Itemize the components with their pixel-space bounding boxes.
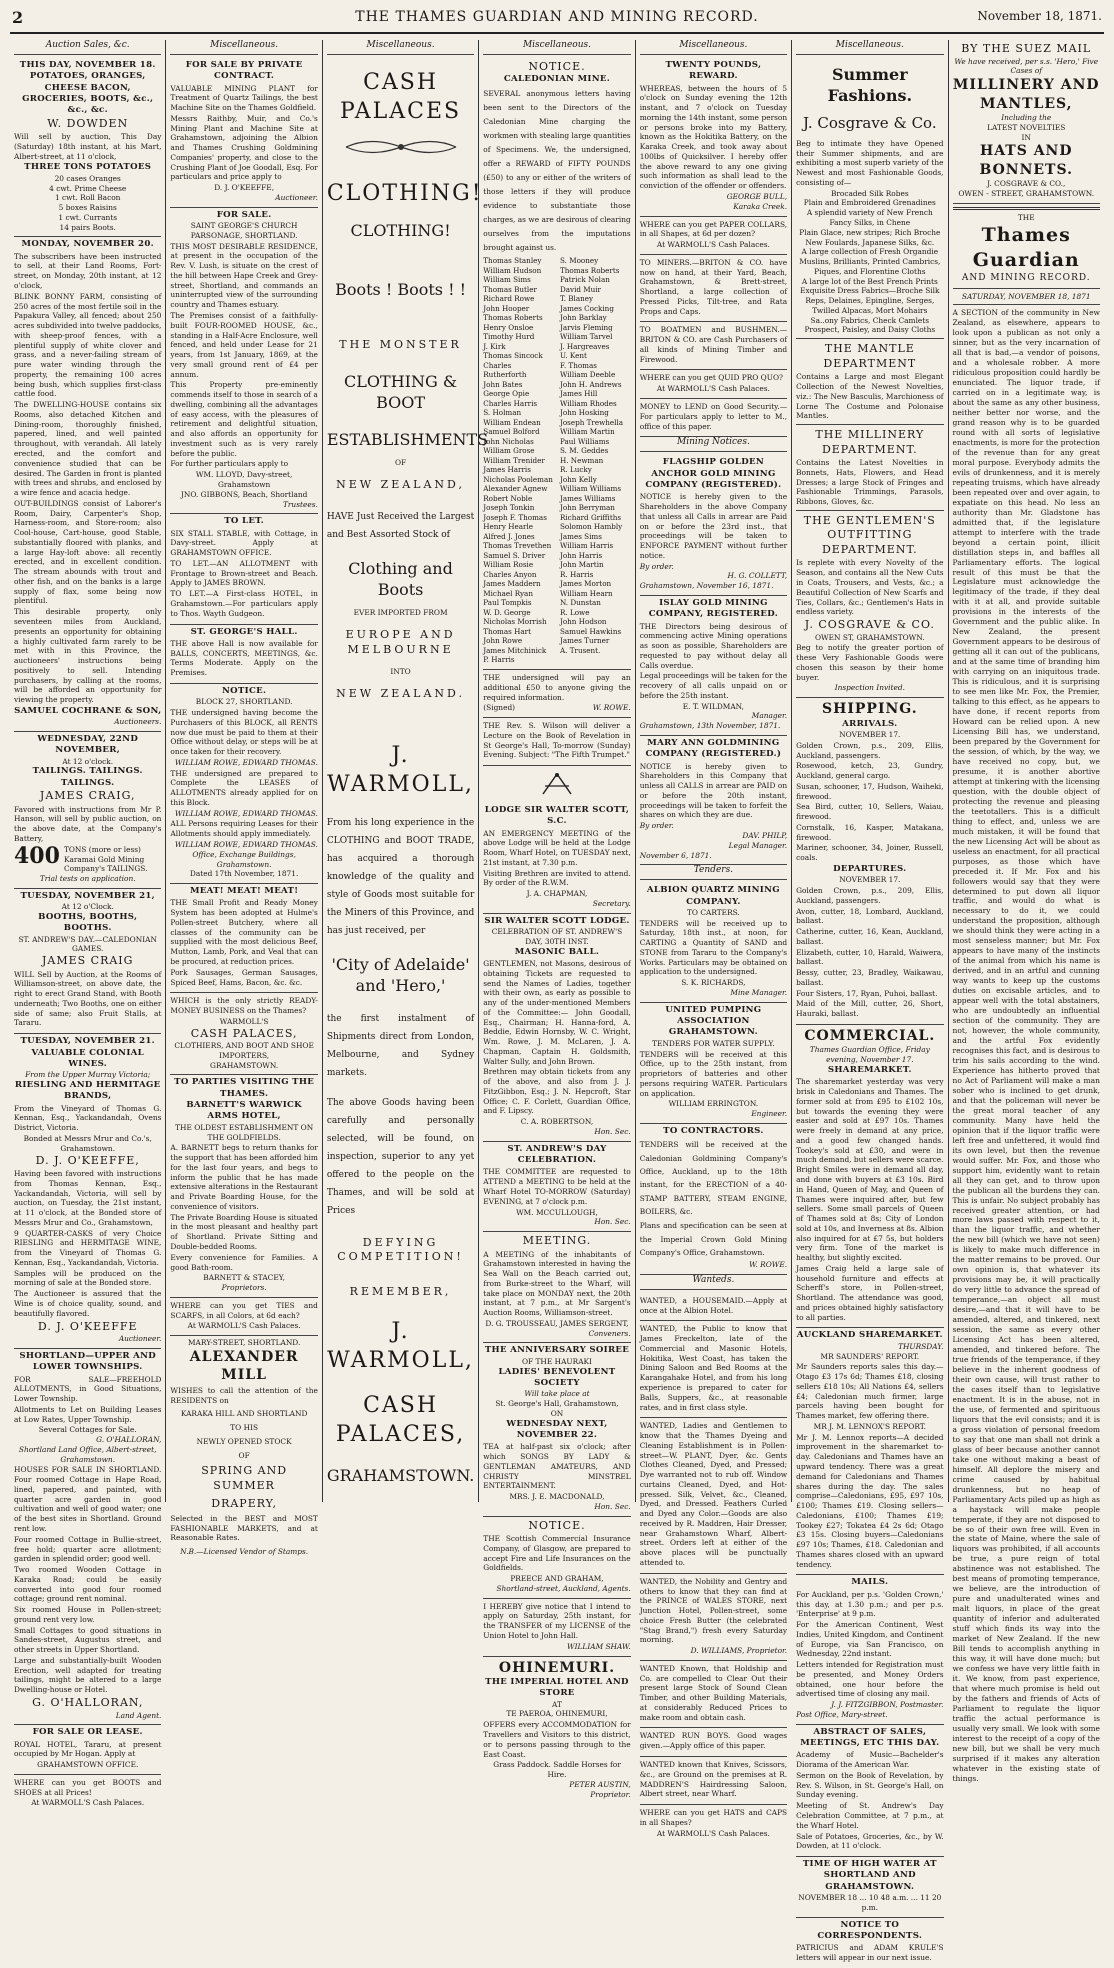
signatory-name: Charles Harris: [483, 398, 538, 408]
shipping-section: SHIPPING. ARRIVALS. NOVEMBER 17. Golden Crown, p.s., 209, Ellis, Auckland, passengers. Rosewood, ketch, 23, Gundry, Auckland, general cargo. Susan, schooner, 17, Hudson, Waiheki, firewood. Sea Bird, cutter, 10, Sellers, Waiau, firewood. Cornstalk, 16, Kasper, Matakana, firewood. Mariner, schooner, 34, Joiner, Russell, coals. DEPARTURES. NOVEMBER 17. Golden Crown, p.s., 209, Ellis, Auckland, passengers. Avon, cutter, 18, Lombard, Auckland, ballast. Catherine, cutter, 16, Kean, Auckland, ballast. Elizabeth, cutter, 10, Harald, Waiwera, ballast. Bessy, cutter, 23, Bradley, Waikawau, ballast. Four Sisters, 17, Ryan, Puhoi, ballast. Maid of the Mill, cutter, 26, Short, Hauraki, ballast.: [796, 698, 943, 1025]
column-heading: Miscellaneous.: [640, 40, 787, 55]
signatory-name: Thomas Roberts: [483, 313, 543, 323]
royal-hotel-ad: FOR SALE OR LEASE. ROYAL HOTEL, Tararu, at present occupied by Mr Hogan. Apply at GRAHAMSTOWN OFFICE.: [14, 1725, 161, 1775]
signatory-name: John H. Andrews: [559, 379, 622, 389]
high-water-section: TIME OF HIGH WATER AT SHORTLAND AND GRAHAMSTOWN. NOVEMBER 18 ... 10 48 a.m. ... 11 20 p.m.: [796, 1857, 943, 1918]
signatory-name: Paul Williams: [559, 436, 610, 446]
block27-notice: NOTICE. BLOCK 27, SHORTLAND. THE undersigned having become the Purchasers of this BLOCK, all RENTS now due must be paid to them at their Office without delay, or steps will be at once taken for their recovery. WILLIAM ROWE, EDWARD THOMAS. THE undersigned are prepared to Complete the LEASES of ALLOTMENTS already applied for on this Block. WILLIAM ROWE, EDWARD THOMAS. ALL Persons requiring Leases for their Allotments should apply immediately. WILLIAM ROWE, EDWARD THOMAS. Office, Exchange Buildings, Grahamstown. Dated 17th November, 1871.: [170, 684, 317, 884]
signatory-name: John Hooper: [483, 303, 530, 313]
alexander-mill-ad: MARY-STREET, SHORTLAND. ALEXANDER MILL WISHES to call the attention of the RESIDENTS on KARAKA HILL AND SHORTLAND TO HIS NEWLY OPENED STOCK OF SPRING AND SUMMER DRAPERY, Selected in the BEST and MOST FASHIONABLE MARKETS, and at Reasonable Rates. N.B.—Licensed Vendor of Stamps.: [170, 1338, 318, 1557]
ties-scarfs-ad: WHERE can you get TIES and SCARFS, in all Colors, at 6d each? At WARMOLL'S Cash Palaces.: [170, 1298, 317, 1336]
signatory-name: Charles Anyon: [483, 569, 537, 579]
column-auction-sales: [10, 40, 166, 1808]
signatory-name: James Mitchinick: [483, 645, 547, 655]
butter-wanted: WANTED, the Nobility and Gentry and others to know that they can find at the PRINCE of WALES STORE, next Junction Hotel, Pollen-street, some choice Fresh Butter (the celebrated "Stag Brand,") fresh every Saturday morning. D. WILLIAMS, Proprietor.: [640, 1574, 787, 1661]
signatory-name: David Muir: [559, 284, 601, 294]
signatory-name: H. Newman: [559, 455, 604, 465]
signatory-name: W. D. George: [483, 607, 531, 617]
boots-shoes-ad: WHERE can you get BOOTS and SHOES at all Prices! At WARMOLL'S Cash Palaces.: [14, 1777, 162, 1808]
signatory-name: Thomas Sincock: [483, 351, 543, 361]
insurance-notice: NOTICE. THE Scottish Commercial Insurance Company, of Glasgow, are prepared to accept Fire and Life Insurances on the Goldfields. PREECE AND GRAHAM, Shortland-street, Auckland, Agents.: [483, 1517, 630, 1599]
hats-caps-ad: WHERE can you get HATS and CAPS in all Shapes? At WARMOLL'S Cash Palaces.: [639, 1808, 788, 1838]
signatory-name: T. Blaney: [559, 294, 594, 304]
briton-miners-ad: TO MINERS.—BRITON & CO. have now on hand, at their Yard, Beach, Grahamstown, & Brett-street, Shortland, a large collection of Pressed Picks, Tilt-tree, and Rata Props and Caps.: [640, 255, 787, 323]
signatory-name: Robert Noble: [483, 493, 533, 503]
signatory-name: U. Kent: [559, 351, 587, 361]
sea-wall-meeting: MEETING. A MEETING of the inhabitants of Grahamstown interested in having the Sea Wall on the Beach carried out, from Burke-street to the Wharf, will take place on MONDAY next, the 20th instant, at 7 p.m., at Mr Sargent's Auction Rooms, Williamson-street. D. G. TROUSSEAU, JAMES SERGENT, Conveners.: [483, 1232, 630, 1343]
signatory-name: John Rowe: [483, 636, 523, 646]
signatory-name: N. Dunstan: [559, 598, 601, 608]
masonic-compass-icon: [483, 768, 630, 805]
freckelton-wanted: WANTED, the Public to know that James Freckelton, late of the Commercial and Masonic Hotels, Hokitika, West Coast, has taken the Dining Saloon and Bed Rooms at the Karangahake Hotel, and from his long experience is prepared to cater for Balls, Suppers, &c., at reasonable rates, and in first class style.: [640, 1321, 787, 1418]
signatory-name: William Harris: [559, 541, 614, 551]
signatory-name: James Morton: [559, 579, 612, 589]
signatory-name: Thomas Roberts: [559, 265, 620, 275]
signatory-name: Samuel S. Driver: [483, 550, 546, 560]
albion-tender: ALBION QUARTZ MINING COMPANY. TO CARTERS. TENDERS will be received up to Saturday, 18th inst., at noon, for CARTING a Quantity of SAND and STONE from Tararu to the Company's Works. Particulars may be obtained on application to the undersigned. S. K. RICHARDS, Mine Manager.: [640, 883, 787, 1003]
signatory-name: George Opie: [483, 389, 530, 399]
signatory-name: Samuel Bolford: [483, 427, 540, 437]
section-heading-mining: Mining Notices.: [640, 437, 787, 452]
signatory-name: John Hosking: [559, 408, 609, 418]
okeeffe-wines-ad: TUESDAY, NOVEMBER 21. VALUABLE COLONIAL WINES. From the Upper Murray Victoria; RIESLING AND HERMITAGE BRANDS, From the Vineyard of Thomas G. Kennan, Esq., Yackandandah, Ovens District, Victoria. Bonded at Messrs Mrur and Co.'s, Grahamstown. D. J. O'KEEFFE, Having been favored with instructions from Thomas Kennan, Esq., Yackandandah, Victoria, will sell by auction, on Tuesday, the 21st instant, at 11 o'clock, at the Bonded store of Messrs Mrur and Co., Grahamstown, 9 QUARTER-CASKS of very Choice RIESLING and HERMITAGE WINE, from the Vineyard of Thomas G. Kennan, Esq., Yackandandah, Victoria. Samples will be produced on the morning of sale at the Bonded store. The Auctioneer is assured that the Wine is of choice quality, sound, and beautifully flavored. D. J. O'KEEFFE Auctioneer.: [14, 1034, 161, 1349]
signatory-name: S. Holman: [483, 408, 522, 418]
signatory-name: A. Trusent.: [559, 645, 601, 655]
signatory-name: William Tarvel: [559, 332, 613, 342]
signatory-name: William Trenider: [483, 455, 545, 465]
signatory-name: William Rosie: [483, 560, 534, 570]
signatory-name: R. Harris: [559, 569, 594, 579]
briton-bushmen-ad: TO BOATMEN and BUSHMEN.—BRITON & CO. are Cash Purchasers of all kinds of Mining Timber and Firewood.: [640, 322, 787, 370]
housemaid-wanted: WANTED, a HOUSEMAID.—Apply at once at the Albion Hotel.: [640, 1293, 787, 1322]
signatory-name: William Deeble: [559, 370, 616, 380]
column-heading: Miscellaneous.: [483, 40, 630, 55]
signatory-name: William Endean: [483, 417, 541, 427]
signatories-list: [483, 256, 630, 665]
signatory-name: William Grose: [483, 446, 535, 456]
signatory-name: R. Lucky: [559, 465, 592, 475]
signatory-name: James Hill: [559, 389, 598, 399]
signatory-name: William Hearn: [559, 588, 613, 598]
signatory-name: Thomas Hart: [483, 626, 531, 636]
signatory-name: James Turner: [559, 636, 610, 646]
signatory-name: Richard Rowe: [483, 294, 535, 304]
section-heading-wanteds: Wanteds.: [640, 1275, 787, 1290]
abstract-section: ABSTRACT OF SALES, MEETINGS, ETC THIS DAY. Academy of Music—Bachelder's Diorama of the American War. Sermon on the Book of Revelation, by Rev. S. Wilson, in St. George's Hall, on Sunday evening. Meeting of St. Andrew's Day Celebration Committee, at 7 p.m., at the Wharf Hotel. Sale of Potatoes, Groceries, &c., by W. Dowden, at 11 o'clock.: [796, 1725, 943, 1857]
cosgrave-fashions-ad: Summer Fashions. J. Cosgrave & Co. Beg to intimate they have Opened their Summer shipments, and are exhibiting a most superb variety of the Newest and most Fashionable Goods, consisting of— Brocaded Silk Robes Plain and Embroidered Grenadines A splendid variety of New French Fancy Silks, in Chene Plain Glace, new stripes; Rich Broche New Foulards, Japanese Silks, &c. A large collection of Fresh Organdie Muslins, Brilliants, Printed Cambrics, Piques, and Florentine Cloths A large lot of the Best French Prints Exquisite Dress Fabrics—Broche Silk Reps, Delaines, Epingline, Serges, Twilled Alpacas, Mort Mohairs Sa..ony Fabrics, Check Camlets Prospect, Paisley, and Daisy Cloths THE MANTLE DEPARTMENT Contains a Large and most Elegant Collection of the Newest Novelties, viz.: The New Basculis, Marchioness of Lorne The Costume and Polonaise Mantles. THE MILLINERY DEPARTMENT. Contains the Latest Novelties in Bonnets, Hats, Flowers, and Head Dresses; a large Stock of Fringes and Fashionable Trimmings, Parasols, Ribbons, Gloves, &c. THE GENTLEMEN'S OUTFITTING DEPARTMENT. Is replete with every Novelty of the Season, and contains all the New Cuts in Coats, Trousers, and Vests, &c.; a Beautiful Collection of New Scarfs and Ties, Collars, &c.; Gentlemen's Hats in endless variety. J. COSGRAVE & CO. OWEN ST, GRAHAMSTOWN. Beg to notify the greater portion of these Very Fashionable Goods were chosen this season by their home buyer. Inspection Invited.: [796, 58, 943, 698]
signatory-name: S. M. Geddes: [559, 446, 609, 456]
quid-pro-quo-ad: WHERE can you get QUID PRO QUO? At WARMOLL'S Cash Palaces.: [640, 370, 787, 399]
signatory-name: Henry Onsloe: [483, 322, 534, 332]
craig-booths-ad: TUESDAY, NOVEMBER 21, At 12 o'Clock. BOOTHS, BOOTHS, BOOTHS. ST. ANDREW'S DAY.—CALEDONIAN GAMES. JAMES CRAIG WILL Sell by Auction, at the Rooms of Williamson-street, on above date, the right to erect Grand Stand, with Booth underneath; Two Booths, one on either side of same; also Fruit Stalls, at Tararu.: [14, 889, 161, 1034]
column-heading: Auction Sales, &c.: [14, 40, 161, 55]
mails-section: MAILS. For Auckland, per p.s. 'Golden Crown,' this day, at 1.30 p.m.; and per p.s. 'Enterprise' at 9 p.m. For the American Continent, West Indies, United Kingdom, and Continent of Europe, via San Francisco, on Wednesday, 22nd instant. Letters intended for Registration must be presented, and Money Orders obtained, one hour before the advertised time of closing any mail. J. J. FITZGIBBON, Postmaster. Post Office, Mary-street.: [796, 1575, 943, 1724]
signatory-name: Samuel Hawkins: [559, 626, 622, 636]
caledonian-notice: NOTICE. CALEDONIAN MINE. SEVERAL anonymous letters having been sent to the Directors of the Caledonian Mine charging the workmen with stealing large quantities of Specimens. We, the undersigned, offer a REWARD of FIFTY POUNDS (£50) to any or either of the writers of those letters if they will produce evidence to substantiate those charges, as we are desirous of clearing ourselves from the imputations brought against us. Thomas Stanley William Hudson William Sims Thomas Butler Richard Rowe John Hooper Thomas Roberts Henry Onsloe Timothy Hurd J. Kirk Thomas Sincock Charles Rutherforth John Bates George Opie Charles Harris S. Holman William Endean Samuel Bolford John Nicholas William Grose William Trenider James Harris Nicholas Pooleman Alexander Agnew Robert Noble Joseph Tonkin Joseph F. Thomas Henry Hearle Alfred J. Jones Thomas Trevethen Samuel S. Driver William Rosie Charles Anyon James Maddern Michael Ryan Paul Tompkis W. D. George Nicholas Morrish Thomas Hart John Rowe James Mitchinick P. Harris S. Mooney Thomas Roberts Patrick Nolan David Muir T. Blaney James Cocking John Barklay Jarvis Fleming William Tarvel J. Hargreaves U. Kent F. Thomas William Deeble John H. Andrews James Hill William Rhodes John Hosking Joseph Trewhella William Martin Paul Williams S. M. Geddes H. Newman R. Lucky John Kelly William Williams James Williams John Berryman Richard Griffiths Solomon Hambly James Sims William Harris John Harris John Martin R. Harris James Morton William Hearn N. Dunstan R. Lowe John Hodson Samuel Hawkins James Turner A. Trusent.: [483, 58, 630, 670]
ohinemuri-hotel-ad: OHINEMURI. THE IMPERIAL HOTEL AND STORE AT TE PAEROA, OHINEMURI, OFFERS every ACCOMMODATION for Travellers and Visitors to this district, or to persons passing through to the East Coast. Grass Paddock. Saddle Horses for Hire. PETER AUSTIN, Proprietor.: [483, 1659, 631, 1799]
dyeing-wanted: WANTED, Ladies and Gentlemen to know that the Thames Dyeing and Cleaning Establishment is in Pollen-street—W. PLANT, Dyer, &c. Gents Clothes Cleaned, Dyed, and Pressed; Dye warranted not to rub off. Window curtains Cleaned, Dyed, and Hot-pressed. Silk, Velvet, &c., Cleaned, Dyed, and Dressed. Feathers Curled and Dyed any Color.—Goods are also received by R. Maddren, Hair Dresser, near Grahamstown Wharf, Albert-street. Orders left at either of the above places will be punctually attended to.: [640, 1418, 787, 1573]
money-lend-ad: MONEY to LEND on Good Security.—For particulars apply to letter to M., office of this paper.: [640, 399, 787, 437]
signatory-name: John Berryman: [559, 503, 615, 513]
pumping-tender: UNITED PUMPING ASSOCIATION GRAHAMSTOWN. TENDERS FOR WATER SUPPLY. TENDERS will be received at this Office, up to the 25th instant, from proprietors of batteries and other persons requiring WATER. Particulars on application. WILLIAM ERRINGTON. Engineer.: [640, 1003, 787, 1124]
paper-title: THE THAMES GUARDIAN AND MINING RECORD.: [355, 9, 759, 25]
signatory-name: Patrick Nolan: [559, 275, 610, 285]
mining-plant-ad: FOR SALE BY PRIVATE CONTRACT. VALUABLE MINING PLANT for Treatment of Quartz Tailings, the best Machine Site on the Thames Goldfield. Messrs Raithby, Muir, and Co.'s Mining Plant and Machine Site at Grahamstown, adjoining the Albion and Thames Crushing Goldmining Companies' property, and close to the Crushing Plant of Joe Goodall, Esq. For particulars and price apply to D. J. O'KEEFFE, Auctioneer.: [170, 58, 317, 208]
signatory-name: Michael Ryan: [483, 588, 533, 598]
column-heading: Miscellaneous.: [327, 40, 474, 55]
contractors-tender: TO CONTRACTORS. TENDERS will be received at the Caledonian Goldmining Company's Office, Auckland, up to the 18th instant, for the ERECTION of a 40-STAMP BATTERY, STEAM ENGINE, BOILERS, &c. Plans and specification can be seen at the Imperial Crown Gold Mining Company's Office, Grahamstown. W. ROWE.: [640, 1124, 787, 1275]
signatory-name: P. Harris: [483, 655, 515, 665]
masonic-ball-notice: SIR WALTER SCOTT LODGE. CELEBRATION OF ST. ANDREW'S DAY, 30TH INST. MASONIC BALL. GENTLEMEN, not Masons, desirous of obtaining Tickets are requested to send the Names of Ladies, together with their own, as early as possible to any of the under-mentioned Members of the Committee:— John Goodall, Esq., Chairman; H. Hanna-ford, A. Beddie, Edwin Hornsby, W. C. Wright, Wm. Rowe, J. M. McLaren, J. A. Chapman, Captain H. Goldsmith, Walter Sully, and John Brown. Brethren may obtain tickets from any of the above, and also from J. J. FitzGibbon, Esq.; J. N. Hepcroft, Star Office; C. F. Corlett, Guardian Office, and F. Lipscy. C. A. ROBERTSON, Hon. Sec.: [483, 914, 630, 1142]
st-andrews-notice: ST. ANDREW'S DAY CELEBRATION. THE COMMITTEE are requested to ATTEND a MEETING to be held at the Wharf Hotel TO-MORROW (Saturday) EVENING, at 7 o'clock p.m. WM. MCCULLOUGH, Hon. Sec.: [483, 1142, 630, 1232]
column-heading: Miscellaneous.: [796, 40, 943, 55]
signatory-name: John Barklay: [559, 313, 607, 323]
warmoll-name: J. WARMOLL,: [327, 743, 474, 798]
suez-mail-ad: BY THE SUEZ MAIL We have received, per s.s. 'Hero,' Five Cases of MILLINERY AND MANTLES, Including the LATEST NOVELTIES IN HATS AND BONNETS. J. COSGRAVE & CO., OWEN - STREET, GRAHAMSTOWN.: [953, 40, 1100, 204]
st-georges-hall-ad: ST. GEORGE'S HALL. THE above Hall is now available for BALLS, CONCERTS, MEETINGS, &c. Terms Moderate. Apply on the Premises.: [170, 625, 317, 684]
knives-wanted: WANTED known that Knives, Scissors, &c., are Ground on the premises at R. MADDREN'S Hairdressing Saloon, Albert street, near Wharf.: [640, 1757, 787, 1805]
cochrane-farm-ad: MONDAY, NOVEMBER 20. The subscribers have been instructed to sell, at their Land Rooms, Fort-street, on Monday, 20th instant, at 12 o'clock, BLINK BONNY FARM, consisting of 250 acres of the most fertile soil in the Papakura Valley, all fenced; about 250 acres subdivided into twelve paddocks, with sheep-proof fences, with a plentiful supply of white clover and grass, and a never-failing stream of pure water winding through the property, the remaining 100 acres being bush, which supplies first-class cattle food. The DWELLING-HOUSE contains six Rooms, also detached Kitchen and Dining-room, thoroughly finished, papered, lined, and well painted throughout, with verandah. All lately erected, and the comfort and convenience studied that can be desired. The Garden in front is planted with trees and shrubs, and enclosed by a wire fence and acacia hedge. OUT-BUILDINGS consist of Laborer's Room, Dairy, Carpenter's Shop, Harness-room, and Store-room; also Cool-house, Cart-house, good Stable, substantially floored with planks, and a large Hay-loft above: all recently erected, and in excellent condition. The stream abounds with trout and other fish, and on the banks is a large supply of flax, some being now plentiful. This desirable property, only seventeen miles from Auckland, presents an opportunity for obtaining a highly cultivated farm rarely to be met with in this Province, the auctioneers' instructions being positively to sell. Intending purchasers, by calling at the rooms, will be afforded an opportunity for viewing the property. SAMUEL COCHRANE & SON, Auctioneers.: [14, 237, 161, 732]
signatory-name: S. Mooney: [559, 256, 599, 266]
meat-ad: MEAT! MEAT! MEAT! THE Small Profit and Ready Money System has been adopted at Hulme's Pollen-street Butchery, where all classes of the community can be supplied with the most delicious Beef, Mutton, Lamb, Pork, and Veal that can be procured, at reduction prices. Pork Sausages, German Sausages, Spiced Beef, Hams, Bacon, &c. &c.: [170, 884, 317, 993]
to-let-ad: TO LET. SIX STALL STABLE, with Cottage, in Davy-street. Apply at GRAHAMSTOWN OFFICE. TO LET.—AN ALLOTMENT with Frontage to Brown-street and Beach. Apply to JAMES BROWN. TO LET.—A First-class HOTEL, in Grahamstown.—For particulars apply to Thos. Wayth Gudgeon.: [170, 514, 317, 624]
ornament-icon: [327, 130, 474, 169]
masthead: [10, 6, 1104, 34]
column-heading: Miscellaneous.: [170, 40, 317, 55]
signatory-name: Thomas Stanley: [483, 256, 542, 266]
signatory-name: John Harris: [559, 550, 603, 560]
rowe-reward: THE undersigned will pay an additional £50 to anyone giving the required information. (Signed) W. ROWE.: [483, 670, 630, 718]
signatory-name: Henry Hearle: [483, 522, 533, 532]
signatory-name: William Sims: [483, 275, 531, 285]
signatory-name: Joseph Trewhella: [559, 417, 624, 427]
column-miscellaneous-2: [166, 40, 322, 1557]
signatory-name: Richard Griffiths: [559, 512, 622, 522]
signatory-name: Nicholas Pooleman: [483, 474, 553, 484]
signatory-name: William Martin: [559, 427, 615, 437]
column-fashions-shipping-commercial: [792, 40, 948, 1963]
column-notices: [479, 40, 635, 1799]
parsonage-ad: FOR SALE. SAINT GEORGE'S CHURCH PARSONAGE, SHORTLAND. THIS MOST DESIRABLE RESIDENCE, at present in the occupation of the Rev. V. Lush, is situate on the crest of the hill between Hape Creek and Grey-street, Shortland, and commands an uninterrupted view of the surrounding country and Thames estuary. The Premises consist of a faithfully-built FOUR-ROOMED HOUSE, &c., standing in a Half-Acre Enclosure, well fenced, and held under Lease for 21 years, from 1st January, 1869, at the very small ground rent of £4 per annum. This Property pre-eminently commends itself to those in search of a dwelling, combining all the advantages of easy access, with the pleasures of retirement and delightful situation, and also affords an opportunity for investment such as is very rarely before the public. For further particulars apply to WM. LLOYD, Davy-street, Grahamstown JNO. GIBBONS, Beach, Shortland Trustees.: [170, 208, 317, 515]
holdship-wanted: WANTED Known, that Holdship and Co. are compelled to Clear Out their present large Stock of Sound Clean Timber, and other Building Materials, at considerably Reduced Prices to make room and obtain cash.: [640, 1661, 787, 1729]
editorial-article: A SECTION of the community in New Zealand, as elsewhere, appears to look upon a publican as not only a sinner, but as the very incarnation of all that is bad,—a vendor of poisons, and a wholesale robber. A more ridiculous proposition could hardly be enunciated. The liquor trade, if carried on in a legitimate way, is about the same as any other business, neither better nor worse, and the grand reason why is to be guarded round with all sorts of legislative enactments, is more for the protection of the revenue than for any great moral purpose. Everybody admits the evils of drunkenness, and it is merely repeating truisms, which have already been repeated over and over again, to expatiate on this head. No less an authority than Mr. Gladstone has admitted that, if the legislature attempt to interfere with the trade beyond a certain point, illicit distillation steps in, and baffles all Parliamentary efforts. The logical result of this must be that the Legislature must acknowledge the legitimacy of the trade, if they deal with it at all, and provide suitable provisions in the interests of the Government and the public alike. In New Zealand, the present Government appears to be desirous of getting all it can out of the publicans, and at the same time of branding him with carrying on an iniquitous trade. This is ridiculous, and it is surprising to see men like Mr. Fox, the Premier, talking to this effect, as he appears to have done, if recent reports from Howard can be relied upon. A new Licensing Bill has, we understand, been prepared by the Government for the session, of which, by the way, we have received no copy, but, we presume, it is another abortive attempt at tinkering with the licensing question, with the double object of protecting the revenue and pleasing the teetotallers. This is a difficult thing to effect, and, unless we are much mistaken, it will be found that the new Licensing Act will be about as useless an enactment, for all practical purposes, as those which have preceded it. If Mr. Fox and his followers would say that they were determined to put down all liquor traffic, and would do what is necessary to do it, we could understand the proposition, although we should think they were acting in a most senseless manner; but Mr. Fox appears to have many of the instincts of the animal from which his name is derived, and in an artful and cunning way wants to keep up the customs duties on excisable articles, and to appear well with the total abstainers, who are undoubtedly an influential section of the community. They are not, however, the whole community, and the artful Fox evidently recognises this fact, and is desirous to trim his sails according to the wind. Experience has hitherto proved that no Act of Parliament will make a man sober who is inclined to get drunk, and that the policeman will never be the great moral teacher of any community. Many have held the opinion that if the liquor traffic were left free and unfettered, it would find its own level, but then the revenue would suffer. Mr. Fox, and those who support him, evidently want to retain all they can get, and to throw upon the publican all the burdens they can. This is unfair. No subject probably has received greater attention, or had more laws passed with respect to it, than the liquor traffic, and whether the new bill (which we have not seen) is likely to make much difference in the matter remains to be proved. Our own opinion is, that whatever its provisions may be, it will practically do very little to advance the spread of temperance,—an object all must desire,—and that it will have to be amended, altered, and tinkered, next session, the same as every other Licensing Act has been altered, amended, and tinkered before. The true friends of the temperance, if they believe in the inherent goodness of their own cause, will trust rather to the cases itself than to legislative enactment. It is in the abuse, not in the use, of fermented and spirituous liquors that the evil consists; and it is a gross violation of personal freedom to say that one man shall not drink a glass of beer because another cannot take one without making a beast of himself. All deplore the misery and crime caused by habitual drunkenness, but no heap of Parliamentary Acts piled up as high as a haystack will make people temperate, if they are not disposed to be so of their own free will. Even in the state of Maine, where the sale of liquors was prohibited, if all accounts be true, a pure reign of total abstinence was not established. The best means of promoting temperance, we believe, are the introduction of pure and unadulterated wines and malt liquors, in place of the great quantity of inferior and adulterated stuff which finds its way into the market of New Zealand. If the new Bill tends to accomplish anything in this way, it will have done much; but we confess we have very little faith in it. We know, from past experience, that where much promise is held out by the fathers and friends of Acts of Parliament to regulate the liquor traffic the actual performance is usually very small. We look with some interest to the receipt of a copy of the new bill, but we shall be very much surprised if it makes any alteration whatever in the existing state of things.: [952, 308, 1100, 1783]
cash-palaces-heading: CASH PALACES: [339, 69, 462, 124]
signatory-name: James Maddern: [483, 579, 541, 589]
clothing-heading: CLOTHING!: [326, 180, 483, 206]
signatory-name: J. Hargreaves: [559, 341, 610, 351]
commercial-section: COMMERCIAL. Thames Guardian Office, Friday evening, November 17. SHAREMARKET. The sharemarket yesterday was very brisk in Caledonians and Thames. The former sold at from £95 to £102 10s, but towards the evening they were easier and sold at £97 10s. Thames were freely in demand at any price, and a good few changed hands. Tookey's sold at £30, and were in much demand, but sellers were scarce. Bright Smiles were in demand all day, and done with buyers at £3 10s. Bird in Hand, Queen of May, and Queen of Thames were inquired after, but few sellers. Some small parcels of Queen of Thames sold at 8s; City of London sold at 10s, and Inverness at 8s. Albion also inquired for at £7 5s, but holders very firm. Tone of the market is healthy, but slightly excited. James Craig held a large sale of household furniture and effects at Scherff's store, in Pollen-street, Shortland. The attendance was good, and prices obtained highly satisfactory to all parties.: [796, 1025, 943, 1328]
signatory-name: James Harris: [483, 465, 531, 475]
issue-date: November 18, 1871.: [977, 9, 1102, 23]
signatory-name: John Martin: [559, 560, 604, 570]
signatory-name: J. Kirk: [483, 341, 506, 351]
column-mining-tenders-wanteds: [636, 40, 792, 1838]
barnett-hotel-ad: TO PARTIES VISITING THE THAMES. BARNETT'S WARWICK ARMS HOTEL, THE OLDEST ESTABLISHMENT ON THE GOLDFIELDS. A. BARNETT begs to return thanks for the support that has been afforded him for the last four years, and begs to inform the public that he has made extensive alterations in the Restaurant and Private Boarding House, for the convenience of visitors. The Private Boarding House is situated in the most pleasant and healthy part of Shortland. Private Sitting and Double-bedded Rooms. Every convenience for Families. A good Bath-room. BARNETT & STACEY, Proprietors.: [170, 1075, 317, 1297]
signatory-name: Solomon Hambly: [559, 522, 623, 532]
signatory-name: William Rhodes: [559, 398, 617, 408]
signatory-name: William Hudson: [483, 265, 542, 275]
signatory-name: John Hodson: [559, 617, 607, 627]
craig-tailings-ad: WEDNESDAY, 22ND NOVEMBER, At 12 o'clock. TAILINGS. TAILINGS. TAILINGS. JAMES CRAIG, Favored with instructions from Mr P. Hanson, will sell by public auction, on the above date, at the Company's Battery, 400 TONS (more or less) Karamai Gold Mining Company's TAILINGS. Trial tests on application.: [14, 732, 161, 889]
column-warmoll-ad: Miscellaneous. CASH PALACES CLOTHING! CLOTHING! Boots ! Boots ! ! THE MONSTER CLOTHING & BOOT ESTABLISHMENTS OF NEW ZEALAND, HAVE Just Received the Largest and Best Assorted Stock of Clothing and Boots EVER IMPORTED FROM EUROPE AND MELBOURNE INTO NEW ZEALAND. J. WARMOLL, From his long experience in the CLOTHING and BOOT TRADE, has acquired a thorough knowledge of the quality and style of Goods most suitable for the Miners of this Province, and has just received, per 'City of Adelaide' and 'Hero,' the first instalment of Shipments direct from London, Melbourne, and Sydney markets. The above Goods having been carefully and personally selected, will be found, on inspection, superior to any yet offered to the people on the Thames, and will be sold at Prices DEFYING COMPETITION! REMEMBER, J. WARMOLL, CASH PALACES, GRAHAMSTOWN.: [323, 40, 479, 1502]
signatory-name: F. Thomas: [559, 360, 597, 370]
auckland-sharemarket: AUCKLAND SHAREMARKET. THURSDAY. MR SAUNDERS' REPORT. Mr Saunders reports sales this day.—Otago £3 17s 6d; Thames £18, closing sellers £18 10s; All Nations £4, sellers £4; Caledonian much firmer, large parcels having been bought for Thames market, few offering there. MR J. M. LENNOX'S REPORT. Mr J. M. Lennox reports—A decided improvement in the sharemarket to-day. Caledonians and Thames have an upward tendency. There was a great demand for Caledonians and Thames shares during the day. The sales comprise—Caledonians, £95, £97 10s, £100; Thames £19. Closing sellers—Caledonians, £100; Thames £19; Tookey £27; Tokatea £4 2s 6d; Otago £3 15s. Closing buyers—Caledonians £97 10s; Thames, £18. Caledonian and Thames shares closed with an upward tendency.: [796, 1328, 943, 1575]
signatory-name: John Bates: [483, 379, 523, 389]
warmoll-ready-money-ad: WHICH is the only strictly READY-MONEY BUSINESS on the Thames? WARMOLL'S CASH PALACES, CLOTHIERS, AND BOOT AND SHOE IMPORTERS, GRAHAMSTOWN.: [170, 993, 317, 1075]
signatory-name: John Nicholas: [483, 436, 534, 446]
soiree-notice: THE ANNIVERSARY SOIREE OF THE HAURAKI LADIES' BENEVOLENT SOCIETY Will take place at St. George's Hall, Grahamstown, ON WEDNESDAY NEXT, NOVEMBER 22. TEA at half-past six o'clock; after which SONGS BY LADY & GENTLEMAN AMATEURS, AND CHRISTY MINSTREL ENTERTAINMENT. MRS. J. E. MACDONALD, Hon. Sec.: [483, 1343, 630, 1516]
remember-label: REMEMBER,: [349, 1284, 452, 1298]
signatory-name: Thomas Butler: [483, 284, 537, 294]
column-editorial: BY THE SUEZ MAIL We have received, per s.s. 'Hero,' Five Cases of MILLINERY AND MANTLES, Including the LATEST NOVELTIES IN HATS AND BONNETS. J. COSGRAVE & CO., OWEN - STREET, GRAHAMSTOWN. THE Thames Guardian AND MINING RECORD. SATURDAY, NOVEMBER 18, 1871 A SECTION of the community in New Zealand, as elsewhere, appears to look upon a publican as not only a sinner, but as the very incarnation of all that is bad,—a vendor of poisons, and a wholesale robber. A more ridiculous proposition could hardly be enunciated. The liquor trade, if carried on in a legitimate way, is about the same as any other business, neither better nor worse, and the grand reason why is to be guarded round with all sorts of legislative enactments, is more for the protection of the revenue than for any great moral purpose. Everybody admits the evils of drunkenness, and it is merely repeating truisms, which have already been repeated over and over again, to expatiate on this head. No less an authority than Mr. Gladstone has admitted that, if the legislature attempt to interfere with the trade beyond a certain point, illicit distillation steps in, and baffles all Parliamentary efforts. The logical result of this must be that the Legislature must acknowledge the legitimacy of the trade, if they deal with it at all, and provide suitable provisions in the interests of the Government and the public alike. In New Zealand, the present Government appears to be desirous of getting all it can out of the publicans, and at the same time of branding him with carrying on an iniquitous trade. This is ridiculous, and it is surprising to see men like Mr. Fox, the Premier, talking to this effect, as he appears to have done, if recent reports from Howard can be relied upon. A new Licensing Bill has, we understand, been prepared by the Government for the session, of which, by the way, we have received no copy, but, we presume, it is another abortive attempt at tinkering with the licensing question, with the double object of protecting the revenue and pleasing the teetotallers. This is a difficult thing to effect, and, unless we are much mistaken, it will be found that the new Licensing Act will be about as useless an enactment, for all practical purposes, as those which have preceded it. If Mr. Fox and his followers would say that they were determined to put down all liquor traffic, and would do what is necessary to do it, we could understand the proposition, although we should think they were acting in a most senseless manner; but Mr. Fox appears to have many of the instincts of the animal from which his name is derived, and in an artful and cunning way wants to keep up the customs duties on excisable articles, and to appear well with the total abstainers, who are undoubtedly an influential section of the community. They are not, however, the whole community, and the artful Fox evidently recognises this fact, and is desirous to trim his sails according to the wind. Experience has hitherto proved that no Act of Parliament will make a man sober who is inclined to get drunk, and that the policeman will never be the great moral teacher of any community. Many have held the opinion that if the liquor traffic were left free and unfettered, it would find its own level, but then the revenue would suffer. Mr. Fox, and those who support him, evidently want to retain all they can get, and to throw upon the publican all the burdens they can. This is unfair. No subject probably has received greater attention, or had more laws passed with respect to it, than the liquor traffic, and whether the new bill (which we have not seen) is likely to make much difference in the matter remains to be proved. Our own opinion is, that whatever its provisions may be, it will practically do very little to advance the spread of temperance,—an object all must desire,—and that it will have to be amended, altered, and tinkered, next session, the same as every other Licensing Act has been altered, amended, and tinkered before. The true friends of the temperance, if they believe in the inherent goodness of their own cause, will trust rather to the cases itself than to legislative enactment. It is in the abuse, not in the use, of fermented and spirituous liquors that the evil consists; and it is a gross violation of personal freedom to say that one man shall not drink a glass of beer because another cannot take one without making a beast of himself. All deplore the misery and crime caused by habitual drunkenness, but no heap of Parliamentary Acts piled up as high as a haystack will make people temperate, if they are not disposed to be so of their own free will. Even in the state of Maine, where the sale of liquors was prohibited, if all accounts be true, a pure reign of total abstinence was not established. The best means of promoting temperance, we believe, are the introduction of pure and unadulterated wines and malt liquors, in place of the great quantity of inferior and adulterated stuff which finds its way into the market of New Zealand. If the new Bill tends to accomplish anything in this way, it will have done much; but we confess we have very little faith in it. We know, from past experience, that where much promise is held out by the fathers and friends of Acts of Parliament to regulate the liquor traffic the actual performance is usually very small. We look with some interest to the receipt of a copy of the new bill, but we shall be very much surprised if it makes any alteration whatever in the existing state of things.: [952, 42, 1100, 1783]
signatory-name: Joseph Tonkin: [483, 503, 535, 513]
signatory-name: James Cocking: [559, 303, 614, 313]
mary-ann-notice: MARY ANN GOLDMINING COMPANY (REGISTERED.) NOTICE is hereby given to Shareholders in this Company that unless all CALLS in arrear are PAID on or before the 20th instant, proceedings will be taken to forfeit the shares on which they are due. By order. DAV. PHILP, Legal Manager. November 6, 1871.: [640, 736, 787, 865]
islay-notice: ISLAY GOLD MINING COMPANY, REGISTERED. THE Directors being desirous of commencing active Mining operations as soon as possible, Shareholders are requested to pay without delay all Calls overdue. Legal proceedings will be taken for the recovery of all calls unpaid on or before the 25th instant. E. T. WILDMAN, Manager. Grahamstown, 13th November, 1871.: [640, 596, 787, 736]
dowden-auction-ad: THIS DAY, NOVEMBER 18. POTATOES, ORANGES, CHEESE BACON, GROCERIES, BOOTS, &c., &c., &c. W. DOWDEN Will sell by auction, This Day (Saturday) 18th instant, at his Mart, Albert-street, at 11 o'clock, THREE TONS POTATOES 20 cases Oranges 4 cwt. Prime Cheese 1 cwt. Roll Bacon 5 boxes Raisins 1 cwt. Currants 14 pairs Boots.: [14, 58, 161, 237]
license-transfer-notice: I HEREBY give notice that I intend to apply on Saturday, 25th instant, for the TRANSFER of my LICENSE of the Union Hotel to John Hall. WILLIAM SHAW.: [483, 1599, 630, 1657]
flagship-notice: FLAGSHIP GOLDEN ANCHOR GOLD MINING COMPANY (REGISTERED). NOTICE is hereby given to the Shareholders in the above Company that unless all Calls in arrear are Paid on or before the 23rd inst., that proceedings will be taken to ENFORCE PAYMENT without further notice. By order. H. G. COLLETT, Grahamstown, November 16, 1871.: [640, 455, 787, 596]
signatory-name: Thomas Trevethen: [483, 541, 552, 551]
signatory-name: Nicholas Morrish: [483, 617, 547, 627]
signatory-name: James Sims: [559, 531, 602, 541]
signatory-name: Timothy Hurd: [483, 332, 535, 342]
signatory-name: Alfred J. Jones: [483, 531, 535, 541]
section-heading-tenders: Tenders.: [640, 865, 787, 880]
lecture-notice: THE Rev. S. Wilson will deliver a Lecture on the Book of Revelation in St George's Hall, To-morrow (Sunday) Evening. Subject: "The Fifth Trumpet.": [483, 718, 630, 766]
signatory-name: Alexander Agnew: [483, 484, 548, 494]
page-number: 2: [12, 8, 24, 27]
correspondents-notice: NOTICE TO CORRESPONDENTS. PATRICIUS and ADAM KRULE'S letters will appear in our next issue.: [796, 1919, 944, 1963]
signatory-name: R. Lowe: [559, 607, 590, 617]
run-boys-wanted: WANTED RUN BOYS. Good wages given.—Apply office of this paper.: [640, 1728, 787, 1757]
signatory-name: James Williams: [559, 493, 616, 503]
editorial-date: SATURDAY, NOVEMBER 18, 1871: [961, 291, 1091, 301]
signatory-name: Jarvis Fleming: [559, 322, 613, 332]
signatory-name: William Williams: [559, 484, 622, 494]
signatory-name: Paul Tompkis: [483, 598, 532, 608]
lodge-notice: LODGE SIR WALTER SCOTT, S.C. AN EMERGENCY MEETING of the above Lodge will be held at the Lodge Room, Wharf Hotel, on TUESDAY next, 21st instant, at 7.30 p.m. Visiting Brethren are invited to attend. By order of the R.W.M. J. A. CHAPMAN, Secretary.: [483, 766, 630, 914]
paper-collars-ad: WHERE can you get PAPER COLLARS, in all Shapes, at 6d per dozen? At WARMOLL'S Cash Palaces.: [640, 217, 787, 255]
reward-ad: TWENTY POUNDS, REWARD. WHEREAS, between the hours of 5 o'clock on Sunday evening the 12th instant, and 7 o'clock on Tuesday morning the 14th instant, some person or persons broke into my Battery, known as the Hokitika Battery, on the Karaka Creek, and took away about 100lbs of Quicksilver. I hereby offer the above reward to any one giving such information as shall lead to the conviction of the offender or offenders. GEORGE BULL, Karaka Creek.: [640, 58, 787, 217]
ohalloran-land-ad: SHORTLAND—UPPER AND LOWER TOWNSHIPS. FOR SALE—FREEHOLD ALLOTMENTS, in Good Situations, Lower Township. Allotments to Let on Building Leases at Low Rates, Upper Township. Several Cottages for Sale. G. O'HALLORAN, Shortland Land Office, Albert-street, Grahamstown. HOUSES FOR SALE IN SHORTLAND. Four roomed Cottage in Hape Road, lined, papered, and painted, with quarter acre garden in good cultivation and well of good water; one of the best sites in Shortland. Ground rent low. Four roomed Cottage in Bullie-street, free hold; quarter acre allotment; garden in splendid order; good well. Two roomed Wooden Cottage in Karaka Road; could be easily converted into good four roomed cottage; ground rent nominal. Six roomed House in Pollen-street; ground rent very low. Small Cottages to good situations in Sandes-street, Augustus street, and other streets in Upper Shortland. Large and substantially-built Wooden Erection, well adapted for treating tailings, might be altered to a large Dwelling-house or Hotel. G. O'HALLORAN, Land Agent.: [14, 1349, 161, 1725]
signatory-name: Charles Rutherforth: [483, 360, 527, 380]
signatory-name: Joseph F. Thomas: [483, 512, 547, 522]
signatory-name: John Kelly: [559, 474, 597, 484]
editorial-masthead: Thames Guardian: [972, 223, 1080, 271]
